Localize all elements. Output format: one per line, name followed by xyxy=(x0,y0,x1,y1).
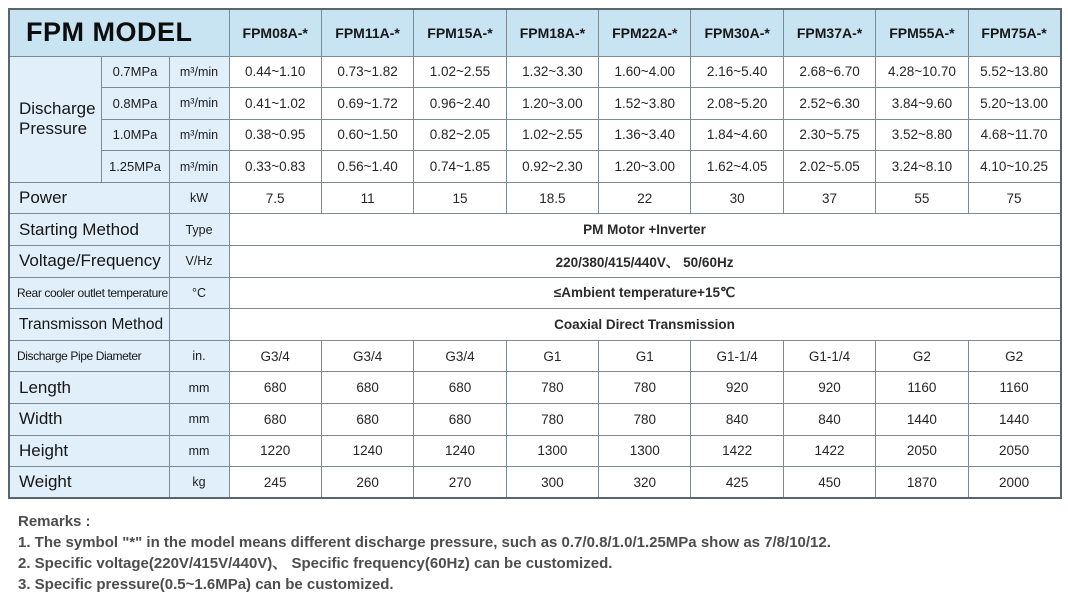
pressure-value: 1.25MPa xyxy=(101,151,169,183)
data-cell: 920 xyxy=(783,372,875,404)
header-row xyxy=(9,9,1061,56)
data-cell: 0.44~1.10 xyxy=(229,56,321,88)
unit-cell: mm xyxy=(169,404,229,436)
data-cell: 1.32~3.30 xyxy=(506,56,598,88)
data-cell: 1240 xyxy=(321,435,413,467)
model-header-5: FPM30A-* xyxy=(691,9,783,56)
data-cell: 300 xyxy=(506,467,598,499)
data-cell: 1.62~4.05 xyxy=(691,151,783,183)
unit-cell: m³/min xyxy=(169,119,229,151)
spec-row-2 xyxy=(9,246,1061,278)
data-cell: G3/4 xyxy=(414,340,506,372)
data-cell: 680 xyxy=(321,404,413,436)
remark-line-3: 3. Specific pressure(0.5~1.6MPa) can be customized. xyxy=(18,576,394,594)
spec-row-9 xyxy=(9,467,1061,499)
table-body xyxy=(9,56,1061,498)
data-cell: G3/4 xyxy=(321,340,413,372)
spec-row-4 xyxy=(9,309,1061,341)
data-cell: 260 xyxy=(321,467,413,499)
model-header-3: FPM18A-* xyxy=(506,9,598,56)
data-cell: 680 xyxy=(414,372,506,404)
spec-row-5 xyxy=(9,340,1061,372)
data-cell: 0.92~2.30 xyxy=(506,151,598,183)
data-cell: 270 xyxy=(414,467,506,499)
unit-cell: °C xyxy=(169,277,229,309)
data-cell: 780 xyxy=(506,404,598,436)
spec-label: Power xyxy=(9,182,169,214)
data-cell: 37 xyxy=(783,182,875,214)
data-cell: 2.68~6.70 xyxy=(783,56,875,88)
remark-line-1: 1. The symbol "*" in the model means different discharge pressure, such as 0.7/0.8/1.0/1.25MPa show as 7/8/10/12. xyxy=(18,534,831,552)
discharge-pressure-label: Discharge Pressure xyxy=(9,56,101,182)
data-cell: 0.56~1.40 xyxy=(321,151,413,183)
data-cell: 2050 xyxy=(876,435,968,467)
data-cell: 780 xyxy=(599,404,691,436)
data-cell: 2.52~6.30 xyxy=(783,88,875,120)
span-value: PM Motor +Inverter xyxy=(229,214,1061,246)
spec-label: Width xyxy=(9,404,169,436)
data-cell: 7.5 xyxy=(229,182,321,214)
data-cell: 680 xyxy=(229,404,321,436)
data-cell: 18.5 xyxy=(506,182,598,214)
unit-cell: m³/min xyxy=(169,88,229,120)
spec-label: Weight xyxy=(9,467,169,499)
data-cell: 245 xyxy=(229,467,321,499)
data-cell: 1.20~3.00 xyxy=(599,151,691,183)
discharge-row-3 xyxy=(9,151,1061,183)
data-cell: 1160 xyxy=(968,372,1060,404)
model-header-7: FPM55A-* xyxy=(876,9,968,56)
model-header-2: FPM15A-* xyxy=(414,9,506,56)
data-cell: 75 xyxy=(968,182,1060,214)
table-title: FPM MODEL xyxy=(9,9,229,56)
model-header-0: FPM08A-* xyxy=(229,9,321,56)
data-cell: 4.28~10.70 xyxy=(876,56,968,88)
data-cell: G1-1/4 xyxy=(783,340,875,372)
data-cell: 1220 xyxy=(229,435,321,467)
data-cell: 1.20~3.00 xyxy=(506,88,598,120)
span-value: 220/380/415/440V、 50/60Hz xyxy=(229,246,1061,278)
data-cell: G2 xyxy=(968,340,1060,372)
spec-label: Height xyxy=(9,435,169,467)
remarks-section xyxy=(8,499,1060,595)
remarks-title: Remarks : xyxy=(18,513,91,531)
data-cell: 0.60~1.50 xyxy=(321,119,413,151)
pressure-value: 1.0MPa xyxy=(101,119,169,151)
unit-cell: V/Hz xyxy=(169,246,229,278)
discharge-row-1 xyxy=(9,88,1061,120)
discharge-row-0 xyxy=(9,56,1061,88)
span-value: Coaxial Direct Transmission xyxy=(229,309,1061,341)
data-cell: 0.82~2.05 xyxy=(414,119,506,151)
data-cell: G3/4 xyxy=(229,340,321,372)
data-cell: 4.10~10.25 xyxy=(968,151,1060,183)
spec-label: Transmisson Method xyxy=(9,309,169,341)
data-cell: 1160 xyxy=(876,372,968,404)
spec-label: Rear cooler outlet temperature xyxy=(9,277,169,309)
data-cell: 1240 xyxy=(414,435,506,467)
data-cell: 780 xyxy=(599,372,691,404)
unit-cell: m³/min xyxy=(169,56,229,88)
data-cell: 1422 xyxy=(783,435,875,467)
spec-row-0 xyxy=(9,182,1061,214)
pressure-value: 0.7MPa xyxy=(101,56,169,88)
data-cell: 1.52~3.80 xyxy=(599,88,691,120)
data-cell: 920 xyxy=(691,372,783,404)
data-cell: 1.60~4.00 xyxy=(599,56,691,88)
data-cell: G1 xyxy=(599,340,691,372)
spec-label: Starting Method xyxy=(9,214,169,246)
data-cell: 22 xyxy=(599,182,691,214)
model-header-8: FPM75A-* xyxy=(968,9,1060,56)
data-cell: 3.24~8.10 xyxy=(876,151,968,183)
data-cell: 1440 xyxy=(876,404,968,436)
data-cell: 2.02~5.05 xyxy=(783,151,875,183)
data-cell: 1.02~2.55 xyxy=(506,119,598,151)
data-cell: 1.02~2.55 xyxy=(414,56,506,88)
data-cell: 680 xyxy=(229,372,321,404)
data-cell: G1 xyxy=(506,340,598,372)
data-cell: 30 xyxy=(691,182,783,214)
data-cell: 2.08~5.20 xyxy=(691,88,783,120)
spec-row-8 xyxy=(9,435,1061,467)
data-cell: 15 xyxy=(414,182,506,214)
spec-row-6 xyxy=(9,372,1061,404)
span-value: ≤Ambient temperature+15℃ xyxy=(229,277,1061,309)
spec-row-7 xyxy=(9,404,1061,436)
spec-table xyxy=(8,8,1062,499)
data-cell: G1-1/4 xyxy=(691,340,783,372)
data-cell: 55 xyxy=(876,182,968,214)
data-cell: 0.69~1.72 xyxy=(321,88,413,120)
discharge-row-2 xyxy=(9,119,1061,151)
unit-cell: kW xyxy=(169,182,229,214)
data-cell: 2.30~5.75 xyxy=(783,119,875,151)
data-cell: 1300 xyxy=(599,435,691,467)
unit-cell xyxy=(169,309,229,341)
data-cell: 0.38~0.95 xyxy=(229,119,321,151)
data-cell: 2.16~5.40 xyxy=(691,56,783,88)
unit-cell: m³/min xyxy=(169,151,229,183)
data-cell: 1.36~3.40 xyxy=(599,119,691,151)
data-cell: 840 xyxy=(691,404,783,436)
unit-cell: Type xyxy=(169,214,229,246)
data-cell: 5.52~13.80 xyxy=(968,56,1060,88)
data-cell: 425 xyxy=(691,467,783,499)
table-head xyxy=(9,9,1061,56)
data-cell: 3.52~8.80 xyxy=(876,119,968,151)
unit-cell: mm xyxy=(169,372,229,404)
data-cell: 1870 xyxy=(876,467,968,499)
data-cell: 0.73~1.82 xyxy=(321,56,413,88)
data-cell: 2050 xyxy=(968,435,1060,467)
data-cell: 0.41~1.02 xyxy=(229,88,321,120)
data-cell: 0.33~0.83 xyxy=(229,151,321,183)
data-cell: 1422 xyxy=(691,435,783,467)
spec-label: Voltage/Frequency xyxy=(9,246,169,278)
data-cell: 1440 xyxy=(968,404,1060,436)
unit-cell: in. xyxy=(169,340,229,372)
data-cell: 11 xyxy=(321,182,413,214)
data-cell: 780 xyxy=(506,372,598,404)
data-cell: 5.20~13.00 xyxy=(968,88,1060,120)
spec-row-1 xyxy=(9,214,1061,246)
model-header-1: FPM11A-* xyxy=(321,9,413,56)
data-cell: 840 xyxy=(783,404,875,436)
spec-label: Length xyxy=(9,372,169,404)
unit-cell: mm xyxy=(169,435,229,467)
data-cell: 0.74~1.85 xyxy=(414,151,506,183)
model-header-4: FPM22A-* xyxy=(599,9,691,56)
spec-label: Discharge Pipe Diameter xyxy=(9,340,169,372)
pressure-value: 0.8MPa xyxy=(101,88,169,120)
unit-cell: kg xyxy=(169,467,229,499)
data-cell: 680 xyxy=(321,372,413,404)
spec-row-3 xyxy=(9,277,1061,309)
data-cell: 680 xyxy=(414,404,506,436)
data-cell: 3.84~9.60 xyxy=(876,88,968,120)
data-cell: G2 xyxy=(876,340,968,372)
data-cell: 1.84~4.60 xyxy=(691,119,783,151)
data-cell: 0.96~2.40 xyxy=(414,88,506,120)
data-cell: 450 xyxy=(783,467,875,499)
data-cell: 320 xyxy=(599,467,691,499)
data-cell: 4.68~11.70 xyxy=(968,119,1060,151)
model-header-6: FPM37A-* xyxy=(783,9,875,56)
data-cell: 2000 xyxy=(968,467,1060,499)
remark-line-2: 2. Specific voltage(220V/415V/440V)、 Specific frequency(60Hz) can be customized. xyxy=(18,555,613,573)
data-cell: 1300 xyxy=(506,435,598,467)
